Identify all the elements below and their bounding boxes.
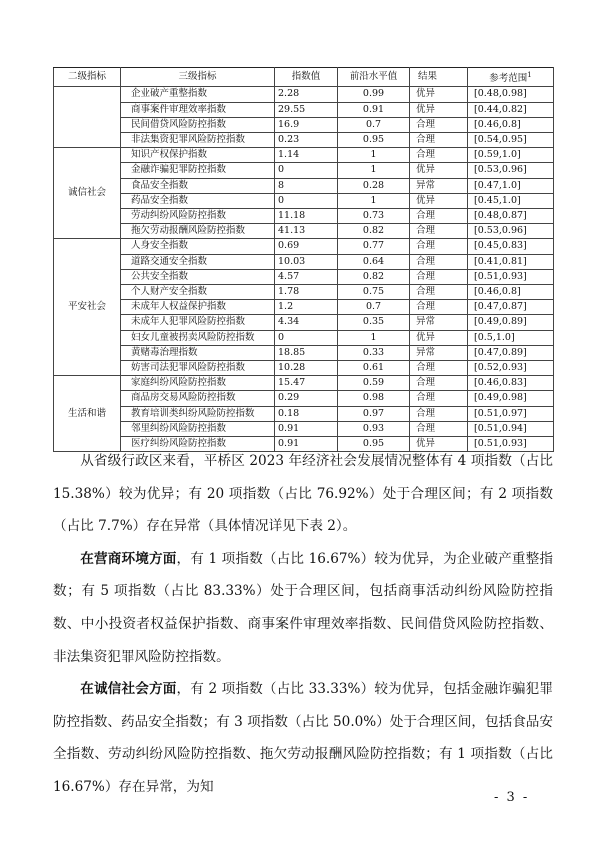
table-row — [54, 345, 554, 360]
reference-range-cell: [0.46,0.83] — [468, 376, 554, 391]
reference-range-cell: [0.47,1.0] — [468, 178, 554, 193]
frontier-value-cell: 0.7 — [338, 117, 410, 132]
result-cell: 合理 — [410, 208, 468, 223]
table-row — [54, 315, 554, 330]
table-row — [54, 285, 554, 300]
indicator-name-cell: 教育培训类纠纷风险防控指数 — [121, 406, 275, 421]
frontier-value-cell: 0.95 — [338, 132, 410, 147]
group-label: 生活和谐 — [54, 376, 121, 452]
index-value-cell: 11.18 — [275, 208, 338, 223]
indicator-name-cell: 商事案件审理效率指数 — [121, 102, 275, 117]
group-label: 平安社会 — [54, 239, 121, 376]
frontier-value-cell: 0.33 — [338, 345, 410, 360]
group-label: 诚信社会 — [54, 148, 121, 239]
paragraph-text: ，有 1 项指数（占比 16.67%）较为优异，为企业破产重整指数；有 5 项指数（占比 83.33%）处于合理区间，包括商事活动纠纷风险防控指数、中小投资者权益保护指数、商事案件审理效率指数、民间借贷风险防控指数、非法集资犯罪风险防控指数。 — [53, 550, 553, 665]
indicator-name-cell: 非法集资犯罪风险防控指数 — [121, 132, 275, 147]
index-value-cell: 0.91 — [275, 421, 338, 436]
reference-range-cell: [0.48,0.87] — [468, 208, 554, 223]
frontier-value-cell: 1 — [338, 193, 410, 208]
index-value-cell: 18.85 — [275, 345, 338, 360]
index-value-cell: 1.14 — [275, 148, 338, 163]
frontier-value-cell: 0.28 — [338, 178, 410, 193]
frontier-value-cell: 0.73 — [338, 208, 410, 223]
frontier-value-cell: 0.98 — [338, 391, 410, 406]
indicator-name-cell: 劳动纠纷风险防控指数 — [121, 208, 275, 223]
index-value-cell: 8 — [275, 178, 338, 193]
table-row — [54, 406, 554, 421]
index-value-cell: 0.69 — [275, 239, 338, 254]
frontier-value-cell: 0.7 — [338, 300, 410, 315]
result-cell: 合理 — [410, 406, 468, 421]
table-body — [54, 87, 554, 452]
reference-range-cell: [0.46,0.8] — [468, 285, 554, 300]
indicator-name-cell: 药品安全指数 — [121, 193, 275, 208]
index-value-cell: 0.29 — [275, 391, 338, 406]
indicator-name-cell: 妇女儿童被拐卖风险防控指数 — [121, 330, 275, 345]
indicator-name-cell: 公共安全指数 — [121, 269, 275, 284]
reference-range-cell: [0.47,0.89] — [468, 345, 554, 360]
indicator-name-cell: 商品房交易风险防控指数 — [121, 391, 275, 406]
reference-range-cell: [0.41,0.81] — [468, 254, 554, 269]
reference-range-cell: [0.51,0.93] — [468, 269, 554, 284]
reference-range-cell: [0.45,0.83] — [468, 239, 554, 254]
indicator-name-cell: 拖欠劳动报酬风险防控指数 — [121, 224, 275, 239]
index-value-cell: 0.23 — [275, 132, 338, 147]
indicator-name-cell: 家庭纠纷风险防控指数 — [121, 376, 275, 391]
header-result: 结果 — [410, 68, 468, 87]
table-row — [54, 148, 554, 163]
header-tertiary-indicator: 三级指标 — [121, 68, 275, 87]
paragraph-overview — [53, 445, 553, 543]
indicator-name-cell: 未成年人犯罪风险防控指数 — [121, 315, 275, 330]
table-row — [54, 224, 554, 239]
body-text — [53, 445, 553, 804]
paragraph-integrity-society — [53, 673, 553, 803]
indicator-name-cell: 人身安全指数 — [121, 239, 275, 254]
reference-range-cell: [0.44,0.82] — [468, 102, 554, 117]
result-cell: 优异 — [410, 102, 468, 117]
table-row — [54, 163, 554, 178]
index-value-cell: 15.47 — [275, 376, 338, 391]
table-row — [54, 178, 554, 193]
index-value-cell: 0 — [275, 193, 338, 208]
table-row — [54, 193, 554, 208]
result-cell: 合理 — [410, 391, 468, 406]
result-cell: 优异 — [410, 437, 468, 452]
frontier-value-cell: 0.82 — [338, 224, 410, 239]
reference-range-cell: [0.52,0.93] — [468, 361, 554, 376]
reference-range-cell: [0.54,0.95] — [468, 132, 554, 147]
frontier-value-cell: 0.59 — [338, 376, 410, 391]
table-row — [54, 132, 554, 147]
index-value-cell: 4.57 — [275, 269, 338, 284]
result-cell: 合理 — [410, 421, 468, 436]
table-row — [54, 391, 554, 406]
indicator-name-cell: 企业破产重整指数 — [121, 87, 275, 102]
reference-range-cell: [0.49,0.89] — [468, 315, 554, 330]
paragraph-heading: 在营商环境方面 — [80, 550, 177, 567]
index-value-cell: 0 — [275, 163, 338, 178]
indicator-name-cell: 金融诈骗犯罪防控指数 — [121, 163, 275, 178]
table-row — [54, 87, 554, 102]
result-cell: 合理 — [410, 254, 468, 269]
index-value-cell: 16.9 — [275, 117, 338, 132]
reference-range-cell: [0.5,1.0] — [468, 330, 554, 345]
result-cell: 异常 — [410, 345, 468, 360]
paragraph-text: 从省级行政区来看，平桥区 2023 年经济社会发展情况整体有 4 项指数（占比 15.38%）较为优异；有 20 项指数（占比 76.92%）处于合理区间；有 2 项指数（占比 7.7%）存在异常（具体情况详见下表 2）。 — [53, 453, 553, 535]
header-secondary-indicator: 二级指标 — [54, 68, 121, 87]
reference-range-cell: [0.45,1.0] — [468, 193, 554, 208]
header-reference-range-label: 参考范围 — [489, 73, 528, 85]
indicator-name-cell: 黄赌毒治理指数 — [121, 345, 275, 360]
reference-range-cell: [0.47,0.87] — [468, 300, 554, 315]
reference-range-cell: [0.51,0.94] — [468, 421, 554, 436]
group-label — [54, 87, 121, 148]
frontier-value-cell: 0.35 — [338, 315, 410, 330]
result-cell: 合理 — [410, 117, 468, 132]
paragraph-text: ，有 2 项指数（占比 33.33%）较为优异，包括金融诈骗犯罪防控指数、药品安全指数；有 3 项指数（占比 50.0%）处于合理区间，包括食品安全指数、劳动纠纷风险防控指数、拖欠劳动报酬风险防控指数；有 1 项指数（占比 16.67%）存在异常，为知 — [53, 681, 553, 795]
frontier-value-cell: 0.82 — [338, 269, 410, 284]
frontier-value-cell: 1 — [338, 330, 410, 345]
result-cell: 优异 — [410, 193, 468, 208]
table-row — [54, 239, 554, 254]
reference-range-cell: [0.53,0.96] — [468, 163, 554, 178]
index-value-cell: 4.34 — [275, 315, 338, 330]
table-row — [54, 421, 554, 436]
result-cell: 合理 — [410, 148, 468, 163]
frontier-value-cell: 1 — [338, 163, 410, 178]
page-number: - 3 - — [494, 790, 530, 805]
result-cell: 异常 — [410, 178, 468, 193]
frontier-value-cell: 0.75 — [338, 285, 410, 300]
index-value-cell: 0.91 — [275, 437, 338, 452]
indicator-table — [53, 67, 554, 452]
indicator-name-cell: 医疗纠纷风险防控指数 — [121, 437, 275, 452]
paragraph-heading: 在诚信社会方面 — [80, 681, 177, 698]
index-value-cell: 2.28 — [275, 87, 338, 102]
index-value-cell: 10.28 — [275, 361, 338, 376]
table-row — [54, 208, 554, 223]
frontier-value-cell: 0.64 — [338, 254, 410, 269]
frontier-value-cell: 0.91 — [338, 102, 410, 117]
result-cell: 合理 — [410, 300, 468, 315]
table-row — [54, 330, 554, 345]
frontier-value-cell: 0.95 — [338, 437, 410, 452]
frontier-value-cell: 0.93 — [338, 421, 410, 436]
frontier-value-cell: 0.97 — [338, 406, 410, 421]
index-value-cell: 29.55 — [275, 102, 338, 117]
reference-range-cell: [0.51,0.97] — [468, 406, 554, 421]
reference-range-cell: [0.48,0.98] — [468, 87, 554, 102]
frontier-value-cell: 0.99 — [338, 87, 410, 102]
indicator-name-cell: 食品安全指数 — [121, 178, 275, 193]
header-frontier-value: 前沿水平值 — [338, 68, 410, 87]
result-cell: 优异 — [410, 87, 468, 102]
indicator-name-cell: 民间借贷风险防控指数 — [121, 117, 275, 132]
table-row — [54, 376, 554, 391]
result-cell: 合理 — [410, 132, 468, 147]
indicator-name-cell: 未成年人权益保护指数 — [121, 300, 275, 315]
result-cell: 优异 — [410, 330, 468, 345]
frontier-value-cell: 1 — [338, 148, 410, 163]
table-row — [54, 117, 554, 132]
indicator-name-cell: 邻里纠纷风险防控指数 — [121, 421, 275, 436]
indicator-name-cell: 妨害司法犯罪风险防控指数 — [121, 361, 275, 376]
frontier-value-cell: 0.61 — [338, 361, 410, 376]
result-cell: 优异 — [410, 163, 468, 178]
footnote-marker: 1 — [527, 71, 532, 79]
reference-range-cell: [0.46,0.8] — [468, 117, 554, 132]
table-row — [54, 254, 554, 269]
index-value-cell: 10.03 — [275, 254, 338, 269]
reference-range-cell: [0.59,1.0] — [468, 148, 554, 163]
indicator-name-cell: 知识产权保护指数 — [121, 148, 275, 163]
header-reference-range — [468, 68, 554, 87]
paragraph-business-environment — [53, 543, 553, 673]
result-cell: 异常 — [410, 315, 468, 330]
reference-range-cell: [0.49,0.98] — [468, 391, 554, 406]
result-cell: 合理 — [410, 239, 468, 254]
indicator-name-cell: 道路交通安全指数 — [121, 254, 275, 269]
result-cell: 合理 — [410, 361, 468, 376]
reference-range-cell: [0.53,0.96] — [468, 224, 554, 239]
reference-range-cell: [0.51,0.93] — [468, 437, 554, 452]
indicator-name-cell: 个人财产安全指数 — [121, 285, 275, 300]
header-index-value: 指数值 — [275, 68, 338, 87]
table-row — [54, 300, 554, 315]
index-value-cell: 1.78 — [275, 285, 338, 300]
result-cell: 合理 — [410, 376, 468, 391]
result-cell: 合理 — [410, 224, 468, 239]
index-value-cell: 41.13 — [275, 224, 338, 239]
index-value-cell: 0 — [275, 330, 338, 345]
result-cell: 合理 — [410, 285, 468, 300]
frontier-value-cell: 0.77 — [338, 239, 410, 254]
index-value-cell: 1.2 — [275, 300, 338, 315]
table-row — [54, 269, 554, 284]
table-header-row — [54, 68, 554, 87]
table-row — [54, 361, 554, 376]
index-value-cell: 0.18 — [275, 406, 338, 421]
result-cell: 合理 — [410, 269, 468, 284]
table-row — [54, 102, 554, 117]
